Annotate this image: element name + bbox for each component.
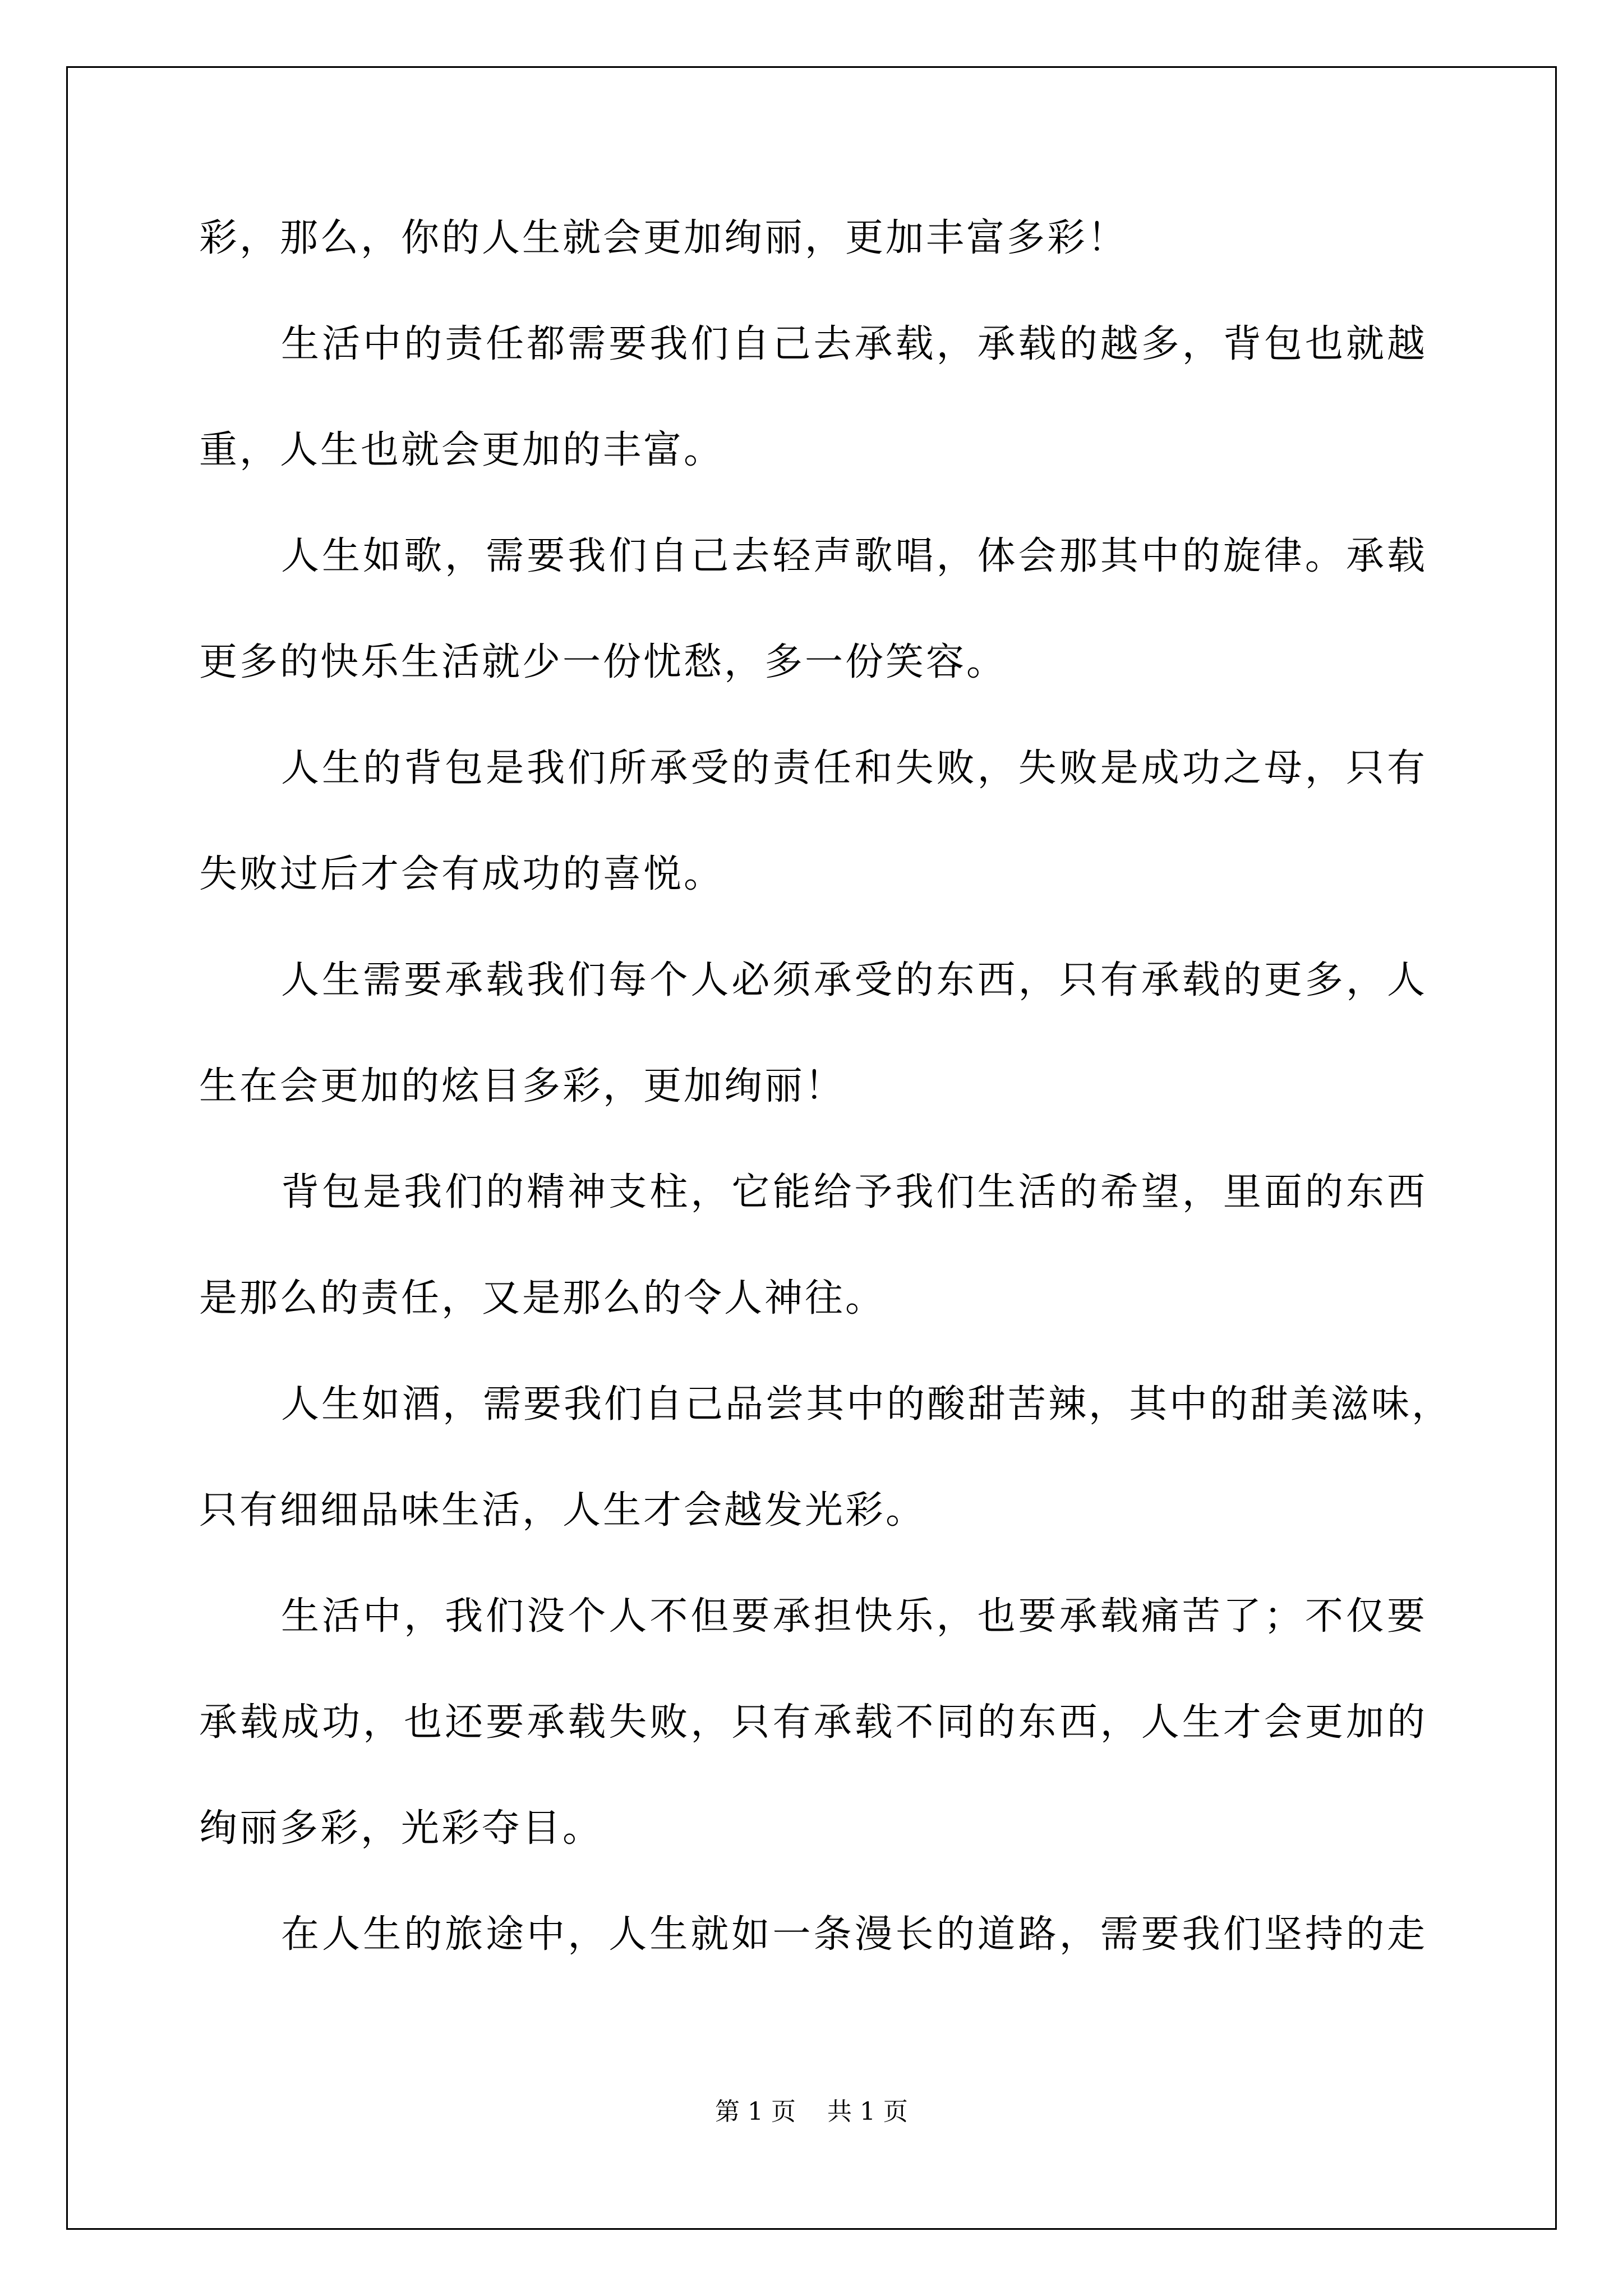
text-line: 人生的背包是我们所承受的责任和失败，失败是成功之母，只有 [281,746,1427,790]
text-line: 绚丽多彩，光彩夺目。 [199,1806,603,1851]
text-line: 生活中的责任都需要我们自己去承载，承载的越多，背包也就越 [281,322,1427,366]
text-line: 人生需要承载我们每个人必须承受的东西，只有承载的更多，人 [281,958,1427,1002]
text-line: 更多的快乐生活就少一份忧愁，多一份笑容。 [199,640,1007,684]
text-line: 失败过后才会有成功的喜悦。 [199,852,725,896]
text-line: 人生如酒，需要我们自己品尝其中的酸甜苦辣，其中的甜美滋味， [281,1382,1453,1427]
page-number: 第 1 页 共 1 页 [715,2097,908,2126]
text-line: 背包是我们的精神支柱，它能给予我们生活的希望，里面的东西 [281,1170,1427,1214]
text-line: 在人生的旅途中，人生就如一条漫长的道路，需要我们坚持的走 [281,1912,1427,1957]
text-line: 是那么的责任，又是那么的令人神往。 [199,1276,886,1320]
text-line: 生活中，我们没个人不但要承担快乐，也要承载痛苦了；不仅要 [281,1594,1427,1639]
document-body [199,208,1453,2010]
text-line: 生在会更加的炫目多彩，更加绚丽！ [199,1064,846,1108]
text-line: 承载成功，也还要承载失败，只有承载不同的东西，人生才会更加的 [199,1700,1427,1745]
text-line: 人生如歌，需要我们自己去轻声歌唱，体会那其中的旋律。承载 [281,534,1427,578]
text-line: 重，人生也就会更加的丰富。 [199,428,725,472]
text-line: 只有细细品味生活，人生才会越发光彩。 [199,1488,926,1533]
text-line: 彩，那么，你的人生就会更加绚丽，更加丰富多彩！ [199,216,1128,260]
